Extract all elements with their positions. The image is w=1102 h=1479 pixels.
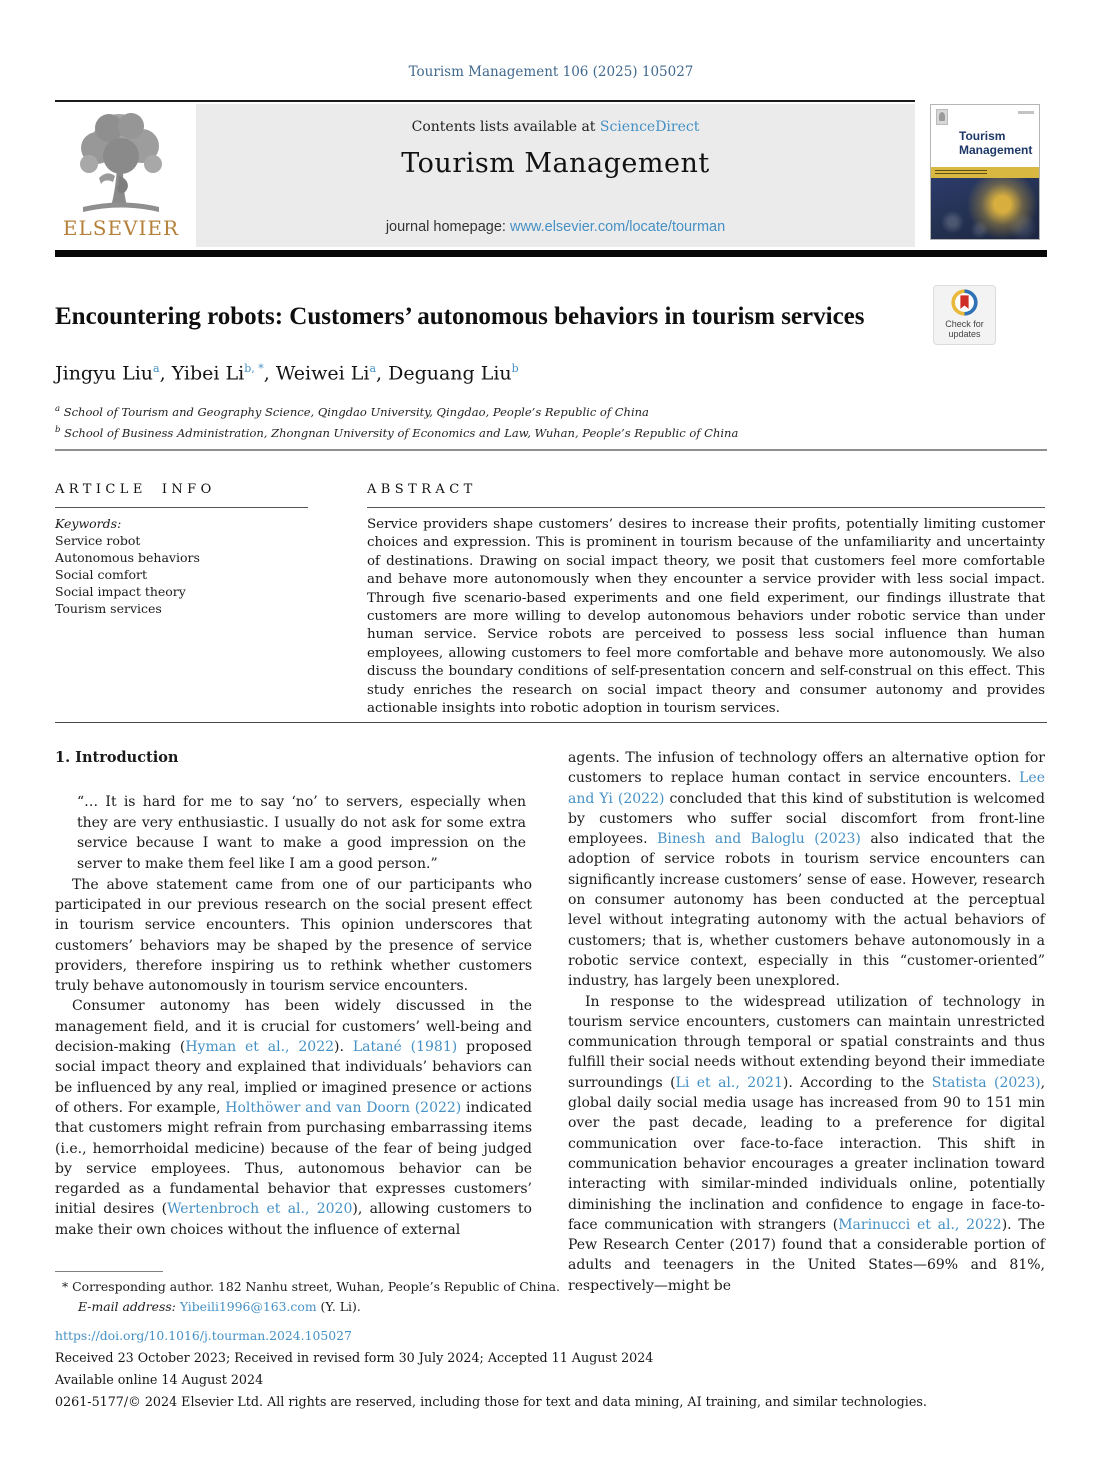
- cover-yellow-band: [931, 167, 1039, 178]
- section-heading-introduction: 1. Introduction: [55, 749, 179, 766]
- contents-lists-line: Contents lists available at ScienceDirect: [411, 119, 700, 135]
- header-divider-bar: [55, 250, 1047, 257]
- abstract-heading: ABSTRACT: [367, 482, 477, 497]
- hyperlink[interactable]: Binesh and Baloglu (2023): [657, 831, 861, 848]
- abstract-rule: [367, 507, 1045, 508]
- paragraph: Consumer autonomy has been widely discussed in the management field, and it is crucial for customers’ well-being and decision-making (Hyman et al., 2022). Latané (1981) proposed social impact theory and explained that individuals’ behaviors can be influenced by any real, implied or imagined presence or actions of others. For example, Holthöwer and van Doorn (2022) indicated that customers might refrain from purchasing embarrassing items (i.e., hemorrhoidal medicine) because of the fear of being judged by service employees. Thus, autonomous behavior can be regarded as a fundamental behavior that expresses customers’ initial desires (Wertenbroch et al., 2020), allowing customers to make their own choices without the influence of external: [55, 998, 533, 1238]
- affiliation-b: $^b$ School of Business Administration, Zhongnan University of Economics and Law, Wuhan, People’s Republic of China: [55, 424, 739, 440]
- cover-elsevier-mini-logo: [936, 109, 948, 125]
- keyword-item: Service robot: [55, 533, 141, 548]
- elsevier-logo: [55, 104, 187, 247]
- article-info-rule: [55, 507, 308, 508]
- hyperlink[interactable]: Statista (2023): [931, 1074, 1041, 1091]
- hyperlink[interactable]: Yibeili1996@163.com: [179, 1299, 317, 1314]
- hyperlink[interactable]: ScienceDirect: [599, 119, 700, 135]
- hyperlink[interactable]: Li et al., 2021: [675, 1074, 783, 1091]
- cover-journal-title: Tourism Management: [959, 129, 1033, 157]
- keyword-item: Autonomous behaviors: [55, 550, 200, 565]
- corresponding-author-note: * Corresponding author. 182 Nanhu street, Wuhan, People’s Republic of China.: [62, 1279, 560, 1294]
- hyperlink[interactable]: Lee and Yi (2022): [568, 770, 1045, 807]
- elsevier-tree-icon: [69, 106, 173, 218]
- hyperlink[interactable]: Holthöwer and van Doorn (2022): [225, 1099, 462, 1116]
- elsevier-wordmark: ELSEVIER: [62, 216, 180, 240]
- keywords-label: Keywords:: [55, 516, 122, 531]
- check-badge-label-1: Check for: [945, 319, 984, 329]
- journal-title: Tourism Management: [401, 148, 710, 179]
- paragraph: The above statement came from one of our participants who participated in our previous research on the social present effect in tourism service encounters. This opinion underscores that customers’ behaviors may be shaped by the presence of service providers, therefore inspiring us to rethink whether customers truly behave autonomously in tourism service encounters.: [55, 876, 532, 995]
- cover-photo: [931, 178, 1039, 240]
- cover-top-text-bar: [1018, 111, 1034, 114]
- header-top-rule: [55, 100, 915, 102]
- affiliations: [55, 400, 955, 442]
- journal-homepage-line: journal homepage: www.elsevier.com/locate/tourman: [385, 219, 726, 235]
- body-column-right: [568, 748, 1045, 1296]
- running-head-citation: Tourism Management 106 (2025) 105027: [408, 64, 694, 80]
- keyword-item: Social comfort: [55, 567, 148, 582]
- keywords-block: [55, 515, 315, 617]
- check-badge-label-2: updates: [948, 328, 981, 339]
- keyword-item: Tourism services: [55, 601, 162, 616]
- hyperlink[interactable]: Wertenbroch et al., 2020: [167, 1201, 353, 1218]
- received-dates-line: Received 23 October 2023; Received in revised form 30 July 2024; Accepted 11 August 2024: [55, 1350, 654, 1365]
- available-online-line: Available online 14 August 2024: [55, 1372, 264, 1387]
- participant-quote: “… It is hard for me to say ‘no’ to servers, especially when they are very enthusiastic. I usually do not ask for some extra service because I want to make a good impression on the server to make them feel like I am a good person.”: [77, 794, 526, 873]
- doi-link[interactable]: https://doi.org/10.1016/j.tourman.2024.105027: [55, 1328, 352, 1343]
- affiliation-a: $^a$ School of Tourism and Geography Science, Qingdao University, Qingdao, People’s Republic of China: [55, 404, 649, 419]
- journal-cover-thumbnail: [930, 104, 1040, 240]
- journal-header-banner: [196, 104, 915, 247]
- paragraph: agents. The infusion of technology offers an alternative option for customers to replace human contact in service encounters. Lee and Yi (2022) concluded that this kind of substitution is welcomed by customers who suffer social discomfort from front-line employees. Binesh and Baloglu (2023) also indicated that the adoption of service robots in tourism service encounters can significantly increase customers’ sense of ease. However, research on consumer autonomy has been conducted at the perceptual level without integrating autonomy with the actual behaviors of customers; that is, whether customers behave autonomously in a robotic service context, especially in this “customer-oriented” industry, has largely been unexplored.: [568, 750, 1045, 990]
- hyperlink[interactable]: Latané (1981): [352, 1039, 458, 1056]
- abstract-bottom-rule: [55, 722, 1047, 723]
- abstract-text: Service providers shape customers’ desires to increase their profits, potentially limiting customer choices and expression. This is prominent in tourism because of the unfamiliarity and uncertainty of destinations. Drawing on social impact theory, we posit that customers feel more comfortable and behave more autonomously when they encounter a service provider with less social impact. Through five scenario-based experiments and one field experiment, our findings illustrate that customers are more willing to develop autonomous behaviors under robotic service than under human service. Service robots are perceived to possess less social influence than human employees, allowing customers to feel more comfortable and behave more autonomously. We also discuss the boundary conditions of self-presentation concern and self-construal on this effect. This study enriches the research on social impact theory and consumer autonomy and provides actionable insights into robotic adoption in tourism services.: [367, 517, 1045, 717]
- crossmark-icon: [951, 289, 978, 316]
- author-list: Jingyu Liu$^a$, Yibei $Li^{b, *}$, Weiwei Li$^a$, Deguang Liu$^b$: [55, 362, 519, 385]
- body-column-left: [55, 748, 532, 1240]
- hyperlink[interactable]: Marinucci et al., 2022: [838, 1216, 1002, 1233]
- copyright-line: 0261-5177/© 2024 Elsevier Ltd. All rights are reserved, including those for text and data mining, AI training, and similar technologies.: [55, 1394, 927, 1409]
- hyperlink[interactable]: www.elsevier.com/locate/tourman: [509, 219, 726, 235]
- affiliation-divider-rule: [55, 449, 1047, 451]
- article-info-heading: ARTICLE INFO: [55, 482, 216, 497]
- check-for-updates-badge[interactable]: [933, 285, 996, 345]
- hyperlink[interactable]: Hyman et al., 2022: [185, 1039, 335, 1056]
- email-note: E-mail address: Yibeili1996@163.com (Y. Li).: [78, 1299, 361, 1314]
- article-title: Encountering robots: Customers’ autonomous behaviors in tourism services: [55, 303, 865, 330]
- footnote-separator-rule: [55, 1271, 163, 1272]
- paragraph: In response to the widespread utilization of technology in tourism service encounters, customers can maintain unrestricted communication through temporal or spatial constraints and thus fulfill their social needs without extending beyond their immediate surroundings (Li et al., 2021). According to the Statista (2023), global daily social media usage has increased from 90 to 151 min over the past decade, leading to a preference for digital communication over face-to-face interaction. This shift in communication behavior encourages a greater inclination toward interacting with similar-minded individuals online, potentially diminishing the inclination and confidence to engage in face-to-face communication with strangers (Marinucci et al., 2022). The Pew Research Center (2017) found that a considerable portion of adults and teenagers in the United States—69% and 81%, respectively—might be: [568, 993, 1046, 1294]
- keyword-item: Social impact theory: [55, 584, 186, 599]
